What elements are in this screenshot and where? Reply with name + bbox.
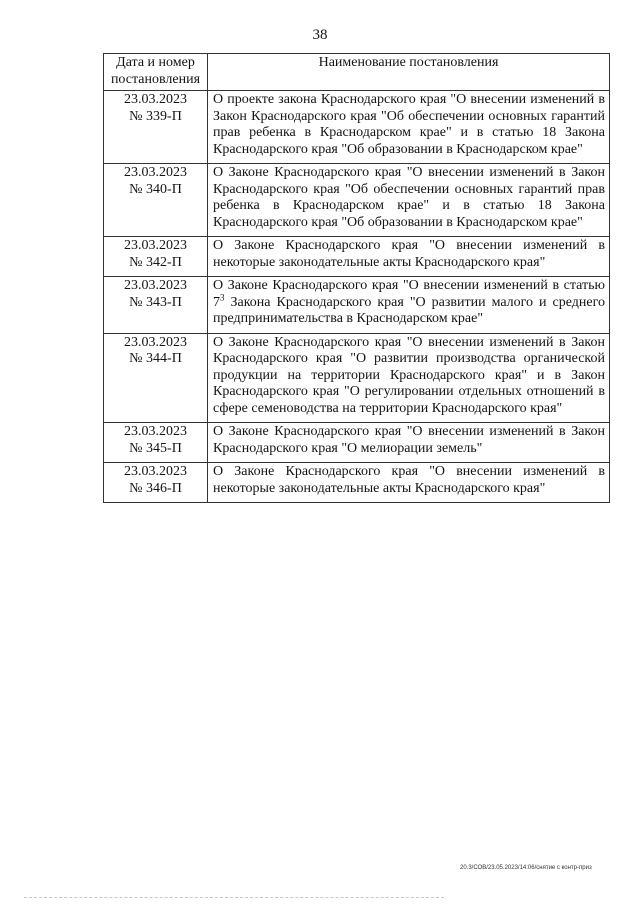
resolution-name: О Законе Краснодарского края "О внесении изменений в некоторые законодательные акты Краснодарского края" [208,237,610,277]
date-number-cell [104,423,208,463]
header-date-number: Дата и номер постановления [104,54,208,91]
date-number-cell [104,91,208,164]
date-number-cell [104,463,208,503]
date-number-cell [104,237,208,277]
resolution-name: О Законе Краснодарского края "О внесении изменений в Закон Краснодарского края "О мелиорации земель" [208,423,610,463]
date-number-cell [104,333,208,423]
resolution-name: О проекте закона Краснодарского края "О внесении изменений в Закон Краснодарского края "Об обеспечении основных гарантий прав ребенка в Краснодарском крае" и в статью 18 Закона Краснодарского края "Об образовании в Краснодарском крае" [208,91,610,164]
table-header-row [104,54,610,91]
article-superscript: 3 [220,291,225,302]
resolution-date: 23.03.2023 [124,334,187,350]
table-row [104,423,610,463]
resolution-number: № 343-П [129,294,182,310]
resolution-number: № 342-П [129,254,182,270]
header-name: Наименование постановления [208,54,610,91]
table-row [104,91,610,164]
resolution-date: 23.03.2023 [124,238,187,253]
page-number: 38 [312,27,328,43]
table-row [104,463,610,503]
table-row [104,237,610,277]
resolution-number: № 346-П [129,480,182,496]
footer-registration-code: 20.3/СОВ/23.05.2023/14:06/снятие с контр-приз [460,865,592,871]
resolution-date: 23.03.2023 [124,424,187,439]
scan-edge-divider [24,897,444,898]
resolution-name: О Законе Краснодарского края "О внесении изменений в некоторые законодательные акты Краснодарского края" [208,463,610,503]
resolution-date: 23.03.2023 [124,165,187,180]
resolution-name: О Законе Краснодарского края "О внесении изменений в Закон Краснодарского края "О развитии производства органической продукции на территории Краснодарского края" и в Закон Краснодарского края "О регулировании отдельных отношений в сфере семеноводства на территории Краснодарского края" [208,333,610,423]
resolution-number: № 340-П [129,181,182,197]
table-row [104,333,610,423]
resolution-date: 23.03.2023 [124,464,187,479]
resolution-number: № 339-П [129,108,182,124]
resolution-name [208,277,610,334]
resolutions-table [103,53,610,503]
resolution-number: № 345-П [129,440,182,456]
resolution-number: № 344-П [129,351,182,366]
resolution-name-part: О Законе Краснодарского края "О внесении изменений в статью 7 [213,278,605,310]
date-number-cell [104,277,208,334]
resolution-name-part: Закона Краснодарского края "О развитии малого и среднего предпринимательства в Краснодарском крае" [213,294,605,326]
table-row [104,164,610,237]
date-number-cell [104,164,208,237]
resolution-date: 23.03.2023 [124,278,187,293]
resolution-name: О Законе Краснодарского края "О внесении изменений в Закон Краснодарского края "Об обеспечении основных гарантий прав ребенка в Краснодарском крае" и в статью 18 Закона Краснодарского края "Об образовании в Краснодарском крае" [208,164,610,237]
table-row [104,277,610,334]
resolution-date: 23.03.2023 [124,92,187,107]
